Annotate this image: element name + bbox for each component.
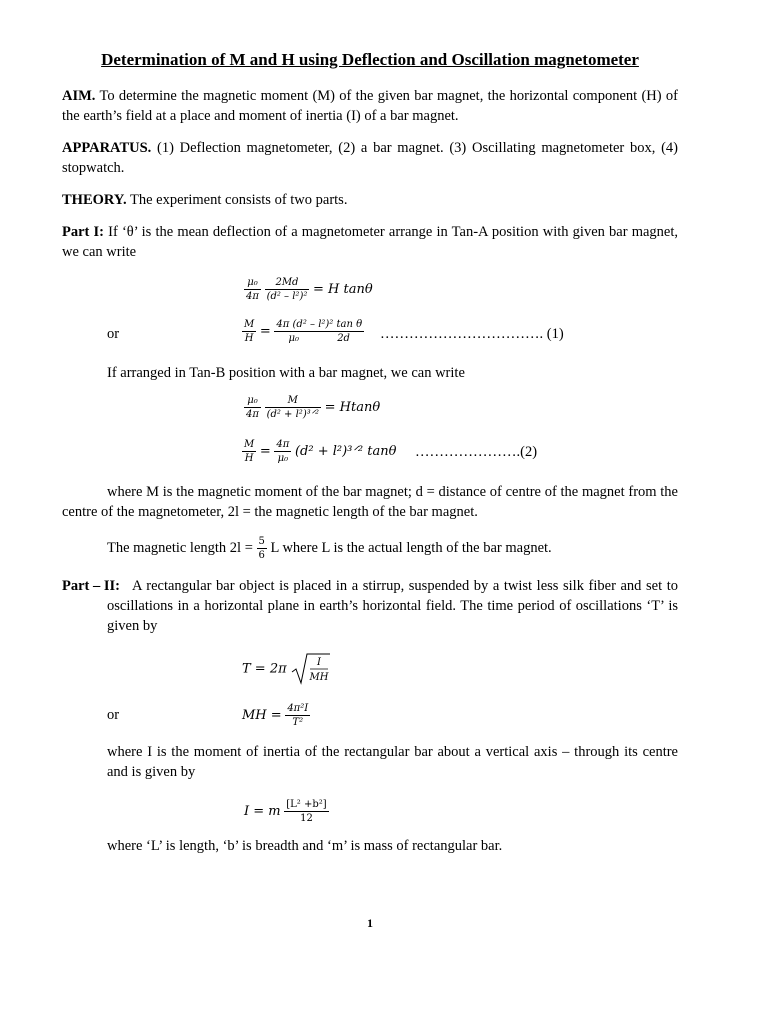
or-label-2: or <box>107 707 120 723</box>
sqrt-sign-icon <box>290 652 330 686</box>
eq-b1-frac1: $\frac{\text{μ₀}}{4\pi}$ <box>246 395 259 420</box>
equation-tan-a-2: $\frac{M}{H}$ = $\frac{\text{4π (d² – l²)² tan θ}}{\text{μ₀ 2d}}$ <box>244 319 363 344</box>
tan-b-intro: If arranged in Tan-B position with a bar magnet, we can write <box>107 365 465 381</box>
equation-tan-b-1 <box>244 394 380 421</box>
theory-text: The experiment consists of two parts. <box>126 192 348 208</box>
part1-text: If ‘θ’ is the mean deflection of a magnetometer arrange in Tan-A position with given bar magnet, we can write <box>62 224 678 260</box>
equation-tan-a-1 <box>244 276 373 303</box>
part1-label: Part I: <box>62 224 104 240</box>
page-title: Determination of M and H using Deflection and Oscillation magnetometer <box>101 50 639 69</box>
eq-a1-frac1: $\frac{\text{μ₀}}{4\pi}$ <box>246 277 259 302</box>
eq-t-num: I <box>317 657 322 668</box>
where-paragraph-1: where M is the magnetic moment of the bar magnet; d = distance of centre of the magnet from the centre of the magnetometer, 2l = the magnetic length of the bar magnet. <box>62 484 678 520</box>
maglen-frac: $\frac{5}{6}$ <box>258 536 265 562</box>
aim-text: To determine the magnetic moment (M) of the given bar magnet, the horizontal component (H) of the earth’s field at a place and moment of inertia (I) of a bar magnet. <box>62 88 678 124</box>
aim-paragraph <box>62 86 678 126</box>
eq-b1-rhs: = Htanθ <box>324 399 381 415</box>
eq-a2-frac1: $\frac{M}{H}$ <box>244 319 255 344</box>
eq-b2-frac1: $\frac{M}{H}$ <box>244 439 255 464</box>
apparatus-label: APPARATUS. <box>62 140 152 156</box>
eq-i-frac: $\frac{\text{[L² +b²]}}{12}$ <box>286 799 327 824</box>
equation-2-number: ………………….(2) <box>415 444 538 460</box>
eq-t-den: MH <box>309 672 329 683</box>
magnetic-length-line: The magnetic length 2l = $\frac{5}{6}$ L where L is the actual length of the bar magnet. <box>107 536 552 562</box>
eq-a2-frac2: $\frac{\text{4π (d² – l²)² tan θ}}{\text{μ₀ 2d}}$ <box>276 319 363 344</box>
eq-b2-rhs: (d² + l²)³ᐟ² tanθ <box>294 443 397 459</box>
eq-b2-frac2: $\frac{4\pi}{\text{μ₀}}$ <box>276 439 290 464</box>
equation-period: T = 2π I MH <box>242 652 330 686</box>
equation-inertia: I = m $\frac{\text{[L² +b²]}}{12}$ <box>244 799 327 824</box>
apparatus-paragraph <box>62 138 678 178</box>
eq-a1-frac2: $\frac{2Md}{\text{(d² – l²)²}}$ <box>266 277 308 302</box>
eq-a1-rhs: = H tanθ <box>312 281 373 297</box>
page-number: 1 <box>367 916 373 930</box>
equation-tan-b-2: $\frac{M}{H}$ = $\frac{4\pi}{\text{μ₀}}$ (d² + l²)³ᐟ² tanθ <box>244 439 397 464</box>
where-paragraph-2: where I is the moment of inertia of the rectangular bar about a vertical axis – through its centre and is given by <box>107 744 678 780</box>
apparatus-text: (1) Deflection magnetometer, (2) a bar magnet. (3) Oscillating magnetometer box, (4) stopwatch. <box>62 140 678 176</box>
theory-paragraph <box>62 190 678 210</box>
eq-b1-frac2: $\frac{M}{\text{(d² + l²)³ᐟ²}}$ <box>266 395 319 420</box>
theory-label: THEORY. <box>62 192 127 208</box>
aim-label: AIM. <box>62 88 96 104</box>
part1-paragraph <box>62 222 678 262</box>
or-label-1: or <box>107 326 120 342</box>
equation-1-number: ……………………………. (1) <box>380 326 564 342</box>
where-paragraph-3: where ‘L’ is length, ‘b’ is breadth and ‘m’ is mass of rectangular bar. <box>107 838 503 854</box>
part2-label: Part – II: <box>62 578 120 594</box>
part2-text: A rectangular bar object is placed in a stirrup, suspended by a twist less silk fiber and set to oscillations in a horizontal plane in earth’s horizontal field. The time period of oscillations ‘T’ is given by <box>107 578 678 634</box>
eq-mh-frac: $\frac{\text{4π²I}}{\text{T²}}$ <box>287 703 309 728</box>
equation-mh: MH = $\frac{\text{4π²I}}{\text{T²}}$ <box>242 703 309 728</box>
